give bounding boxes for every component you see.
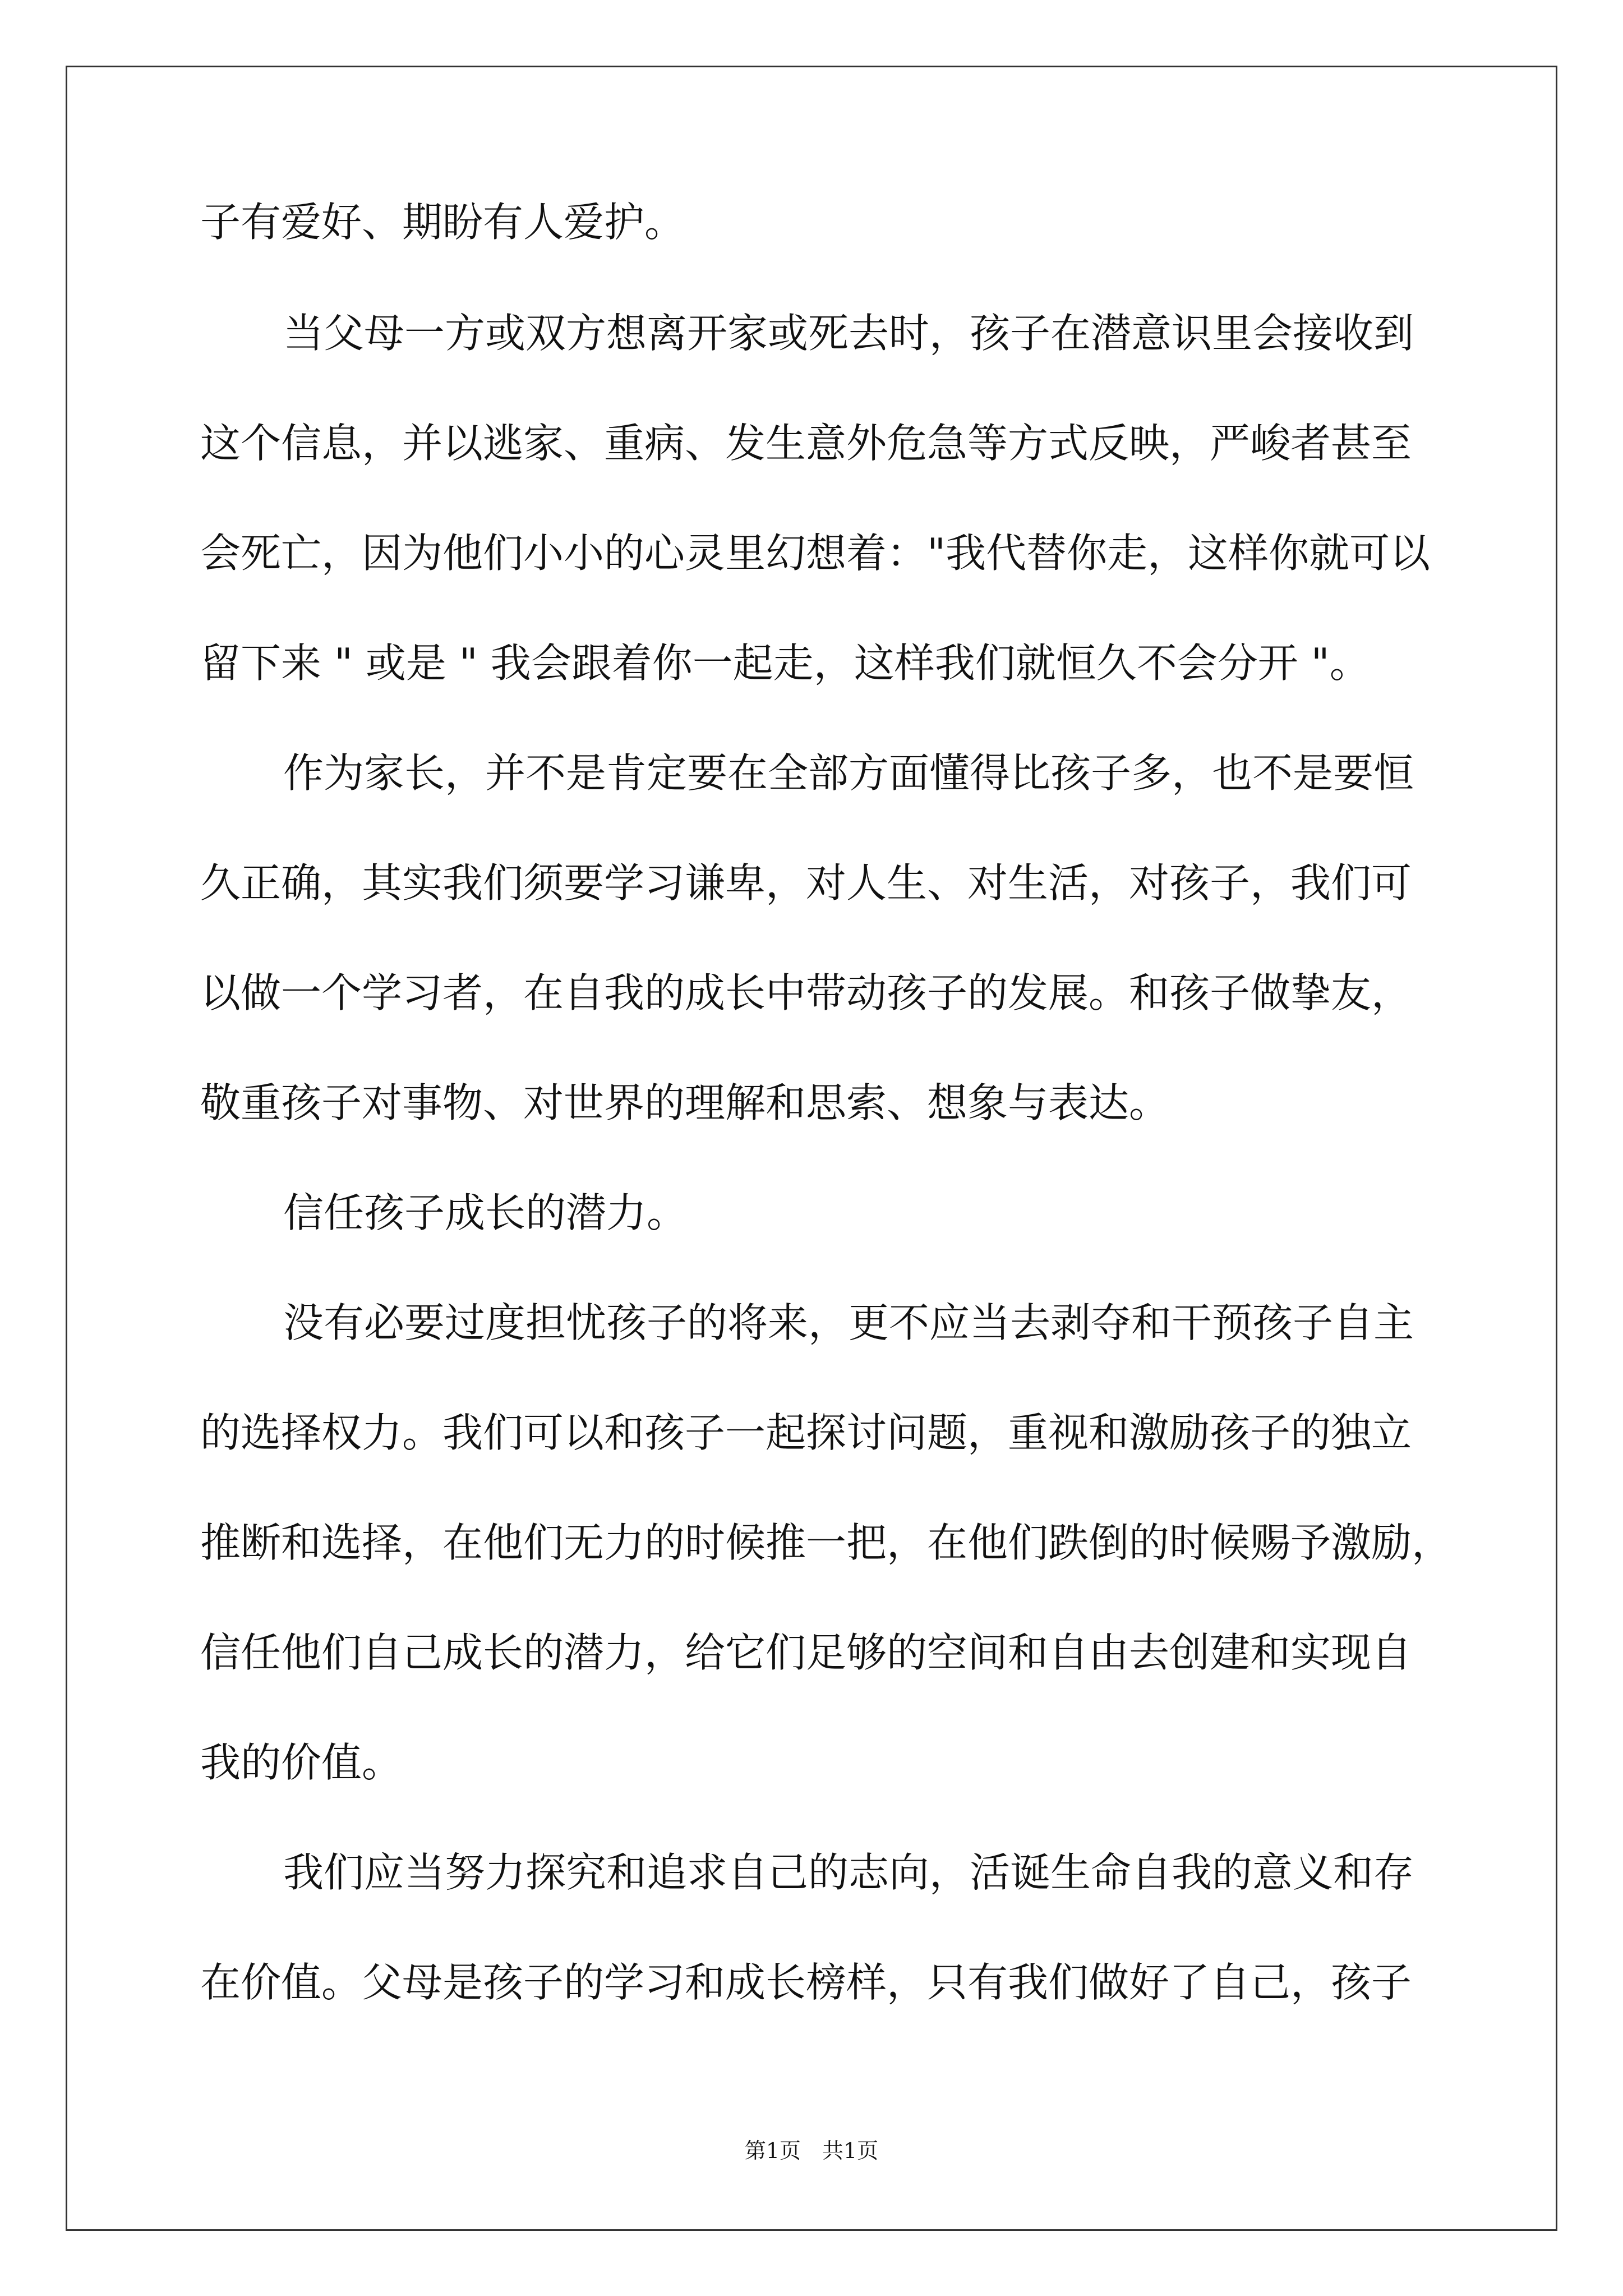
text-line: 我的价值。 bbox=[200, 1739, 403, 1786]
text-line: 久正确，其实我们须要学习谦卑，对人生、对生活，对孩子，我们可 bbox=[200, 859, 1412, 907]
text-line: 信任他们自己成长的潜力，给它们足够的空间和自由去创建和实现自 bbox=[200, 1629, 1412, 1676]
page-number-footer: 第1页 共1页 bbox=[744, 2138, 879, 2163]
text-line: 会死亡，因为他们小小的心灵里幻想着："我代替你走，这样你就可以 bbox=[200, 530, 1431, 577]
text-line: 推断和选择，在他们无力的时候推一把，在他们跌倒的时候赐予激励， bbox=[200, 1519, 1453, 1566]
text-line: 在价值。父母是孩子的学习和成长榜样，只有我们做好了自己，孩子 bbox=[200, 1959, 1412, 2006]
page-border bbox=[66, 66, 1557, 2231]
text-line: 当父母一方或双方想离开家或死去时，孩子在潜意识里会接收到 bbox=[283, 310, 1414, 357]
text-line: 以做一个学习者，在自我的成长中带动孩子的发展。和孩子做挚友， bbox=[200, 969, 1412, 1016]
text-line: 这个信息，并以逃家、重病、发生意外危急等方式反映，严峻者甚至 bbox=[200, 420, 1412, 467]
text-line: 没有必要过度担忧孩子的将来，更不应当去剥夺和干预孩子自主 bbox=[283, 1299, 1414, 1346]
text-line: 信任孩子成长的潜力。 bbox=[283, 1189, 688, 1236]
text-line: 敬重孩子对事物、对世界的理解和思索、想象与表达。 bbox=[200, 1079, 1170, 1126]
text-line: 我们应当努力探究和追求自己的志向，活诞生命自我的意义和存 bbox=[283, 1849, 1414, 1896]
text-line: 子有爱好、期盼有人爱护。 bbox=[200, 199, 685, 246]
text-line: 作为家长，并不是肯定要在全部方面懂得比孩子多，也不是要恒 bbox=[283, 749, 1414, 797]
text-line: 的选择权力。我们可以和孩子一起探讨问题，重视和激励孩子的独立 bbox=[200, 1409, 1412, 1456]
text-line: 留下来 " 或是 " 我会跟着你一起走，这样我们就恒久不会分开 "。 bbox=[200, 639, 1370, 687]
